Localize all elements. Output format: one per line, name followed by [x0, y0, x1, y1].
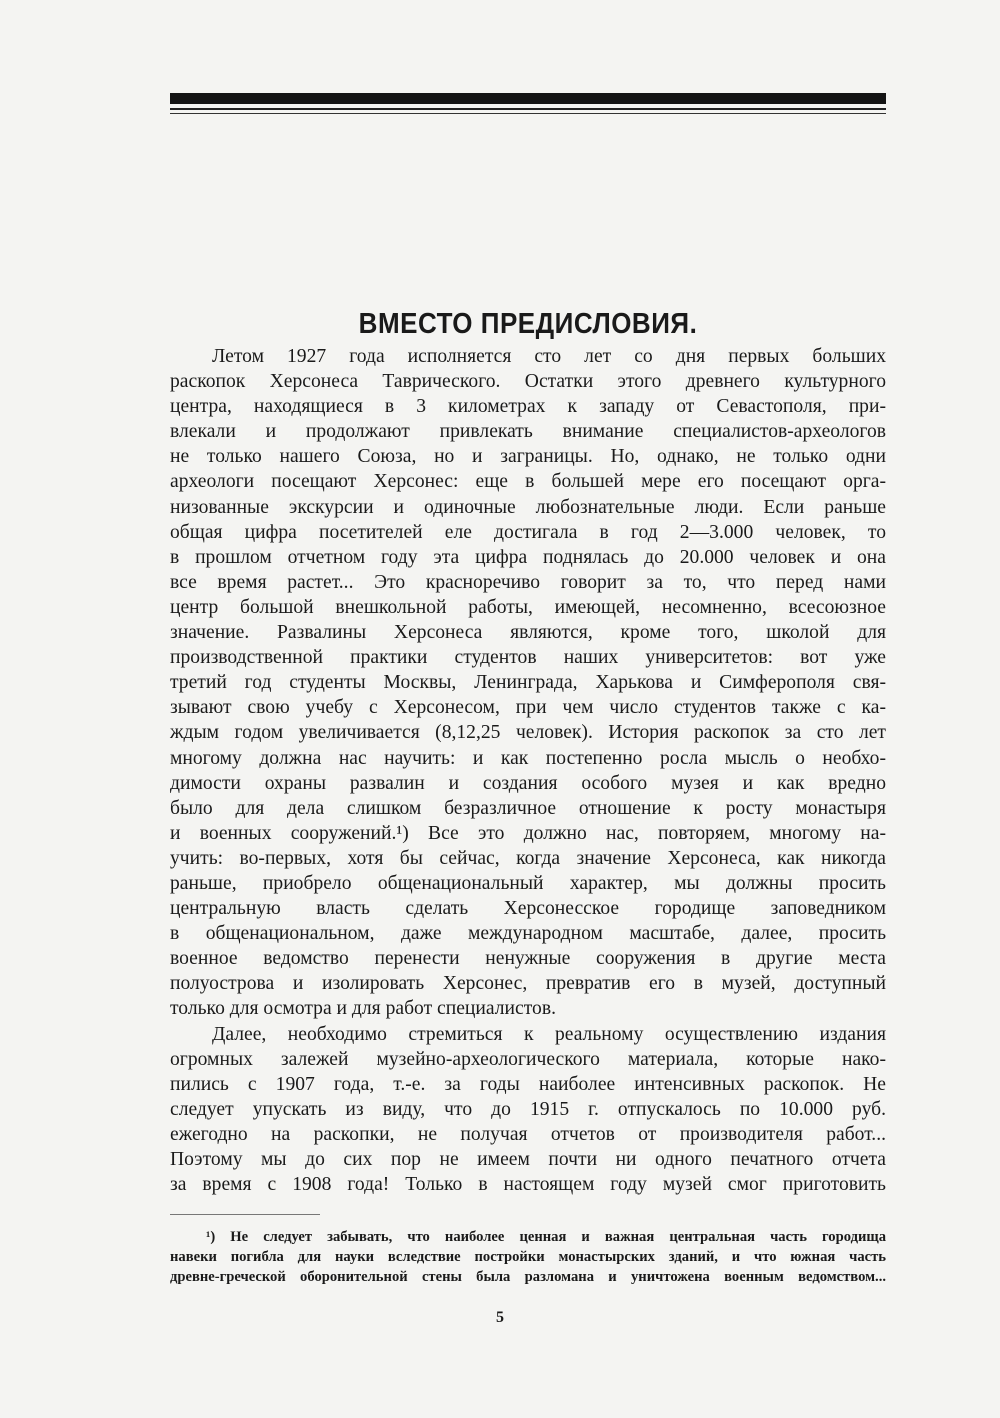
body-line: ежегодно на раскопки, не получая отчетов от производителя работ... — [170, 1123, 886, 1145]
body-line: низованные экскурсии и одиночные любознательные люди. Если раньше — [170, 496, 886, 518]
body-line: и военных сооружений.¹) Все это должно нас, повторяем, многому на- — [170, 822, 886, 844]
body-line: было для дела слишком безразличное отношение к росту монастыря — [170, 797, 886, 819]
body-line: общая цифра посетителей еле достигала в год 2—3.000 человек, то — [170, 521, 886, 543]
footnote — [170, 1227, 886, 1287]
footnote-line: древне-греческой оборонительной стены была разломана и уничтожена военным ведомством... — [170, 1269, 886, 1285]
footnote-line: навеки погибла для науки вследствие постройки монастырских зданий, и что южная часть — [170, 1249, 886, 1265]
body-line: Летом 1927 года исполняется сто лет со дня первых больших — [212, 346, 886, 367]
body-line: ждым годом увеличивается (8,12,25 человек). История раскопок за сто лет — [170, 722, 886, 744]
body-line: зывают свою учебу с Херсонесом, при чем число студентов также с ка- — [170, 697, 886, 719]
body-line: все время растет... Это красноречиво говорит за то, что перед нами — [170, 571, 886, 593]
header-rule-thick — [170, 93, 886, 104]
header-rule-thin — [170, 108, 886, 110]
body-line: учить: во-первых, хотя бы сейчас, когда значение Херсонеса, как никогда — [170, 847, 886, 869]
body-line: третий год студенты Москвы, Ленинграда, Харькова и Симферополя свя- — [170, 672, 886, 694]
footnote-separator — [170, 1214, 320, 1215]
body-line: только для осмотра и для работ специалистов. — [170, 998, 556, 1020]
footnote-line: ¹) Не следует забывать, что наиболее ценная и важная центральная часть городища — [206, 1229, 886, 1245]
body-line: в прошлом отчетном году эта цифра поднялась до 20.000 человек и она — [170, 546, 886, 568]
body-line: огромных залежей музейно-археологического материала, которые нако- — [170, 1048, 886, 1070]
body-line: в общенациональном, даже международном масштабе, далее, просить — [170, 923, 886, 945]
body-line: значение. Развалины Херсонеса являются, кроме того, школой для — [170, 622, 886, 644]
page-number: 5 — [496, 1309, 504, 1326]
body-text — [170, 344, 886, 1197]
body-line: производственной практики студентов наших университетов: вот уже — [170, 647, 886, 669]
body-line: димости охраны развалин и создания особого музея и как вредно — [170, 772, 886, 794]
body-line: за время с 1908 года! Только в настоящем году музей смог приготовить — [170, 1174, 886, 1196]
body-line: многому должна нас научить: и как постепенно росла мысль о необхо- — [170, 747, 886, 769]
body-line: центр большой внешкольной работы, имеющей, несомненно, всесоюзное — [170, 596, 886, 618]
body-line: не только нашего Союза, но и заграницы. Но, однако, не только одни — [170, 446, 886, 468]
body-line: пились с 1907 года, т.-е. за годы наиболее интенсивных раскопок. Не — [170, 1073, 886, 1095]
body-line: раньше, приобрело общенациональный характер, мы должны просить — [170, 872, 886, 894]
body-line: влекали и продолжают привлекать внимание специалистов-археологов — [170, 421, 886, 443]
body-line: центра, находящиеся в 3 километрах к западу от Севастополя, при- — [170, 396, 886, 418]
body-line: полуострова и изолировать Херсонес, превратив его в музей, доступный — [170, 973, 886, 995]
body-line: центральную власть сделать Херсонесское городище заповедником — [170, 898, 886, 920]
body-line: Далее, необходимо стремиться к реальному осуществлению издания — [212, 1023, 886, 1045]
body-line: археологи посещают Херсонес: еще в большей мере его посещают орга- — [170, 471, 886, 493]
header-rule-thin-lower — [170, 113, 886, 114]
body-line: военное ведомство перенести ненужные сооружения в другие места — [170, 948, 886, 970]
chapter-title: ВМЕСТО ПРЕДИСЛОВИЯ. — [358, 306, 698, 340]
body-line: следует упускать из виду, что до 1915 г. отпускалось по 10.000 руб. — [170, 1098, 886, 1120]
body-line: раскопок Херсонеса Таврического. Остатки этого древнего культурного — [170, 371, 886, 393]
body-line: Поэтому мы до сих пор не имеем почти ни одного печатного отчета — [170, 1149, 886, 1170]
